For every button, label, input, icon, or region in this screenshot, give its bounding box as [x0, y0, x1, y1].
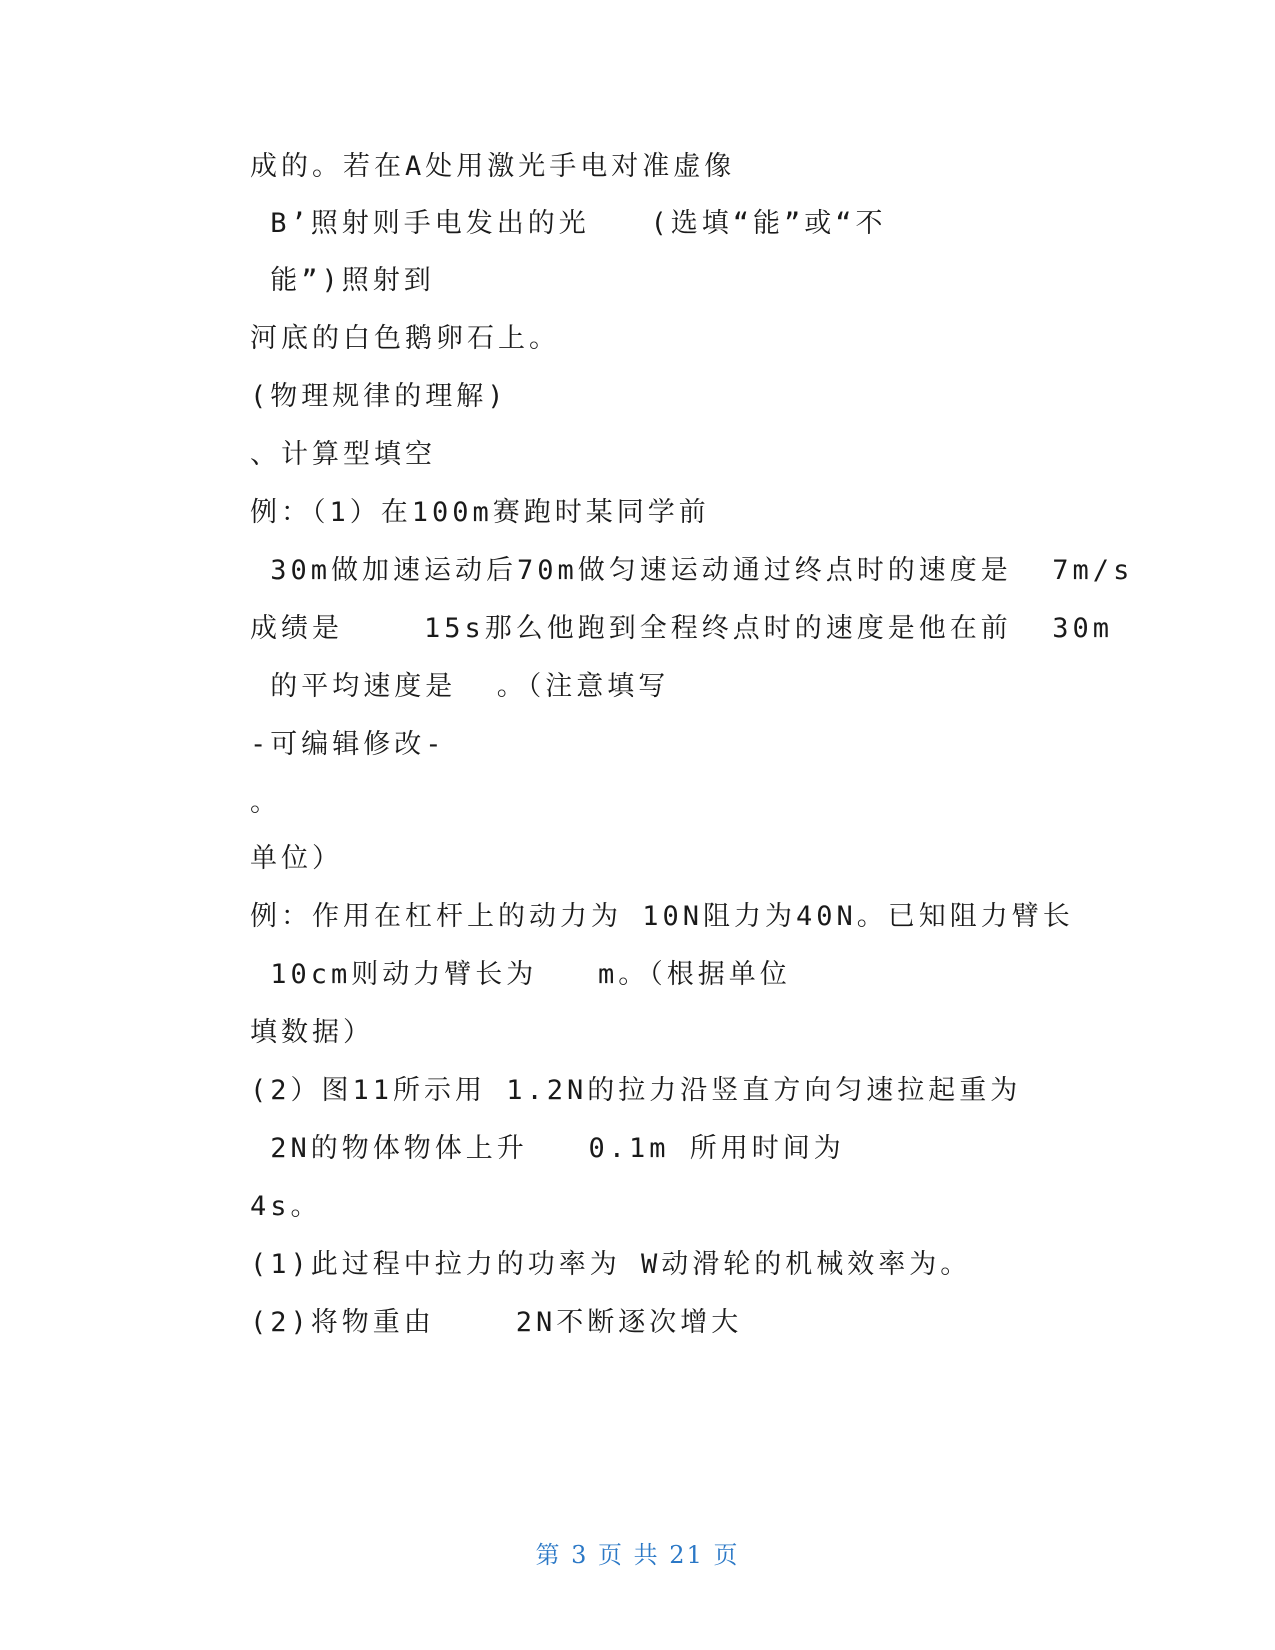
text-line: 例：（1）在100m赛跑时某同学前	[250, 497, 710, 528]
text-line: 例：作用在杠杆上的动力为 10N阻力为40N。已知阻力臂长	[250, 901, 1074, 932]
text-line: 的平均速度是 。（注意填写	[250, 671, 670, 702]
text-line: 10cm则动力臂长为 m。（根据单位	[250, 959, 791, 990]
text-line: 2N的物体物体上升 0.1m 所用时间为	[250, 1133, 845, 1164]
text-line: 、计算型填空	[250, 439, 436, 470]
text-line: 填数据）	[250, 1017, 374, 1048]
text-line: (1)此过程中拉力的功率为 W动滑轮的机械效率为。	[250, 1249, 972, 1280]
text-line: 30m做加速运动后70m做匀速运动通过终点时的速度是 7m/s	[250, 555, 1134, 586]
text-line: (2）图11所示用 1.2N的拉力沿竖直方向匀速拉起重为	[250, 1075, 1022, 1106]
text-line: B’照射则手电发出的光 (选填“能”或“不	[250, 208, 887, 239]
text-line: 成绩是 15s那么他跑到全程终点时的速度是他在前 30m	[250, 613, 1114, 644]
text-line: (物理规律的理解)	[250, 381, 508, 412]
text-line: 成的。若在A处用激光手电对准虚像	[250, 151, 736, 182]
text-line: (2)将物重由 2N不断逐次增大	[250, 1307, 743, 1338]
text-line: 能”)照射到	[250, 265, 435, 296]
page-number-footer: 第 3 页 共 21 页	[535, 1541, 740, 1569]
text-line: 河底的白色鹅卵石上。	[250, 323, 560, 354]
edit-notice: -可编辑修改-	[250, 729, 446, 760]
text-line: 单位）	[250, 843, 343, 874]
text-line: 。	[250, 787, 281, 818]
text-line: 4s。	[250, 1191, 322, 1222]
